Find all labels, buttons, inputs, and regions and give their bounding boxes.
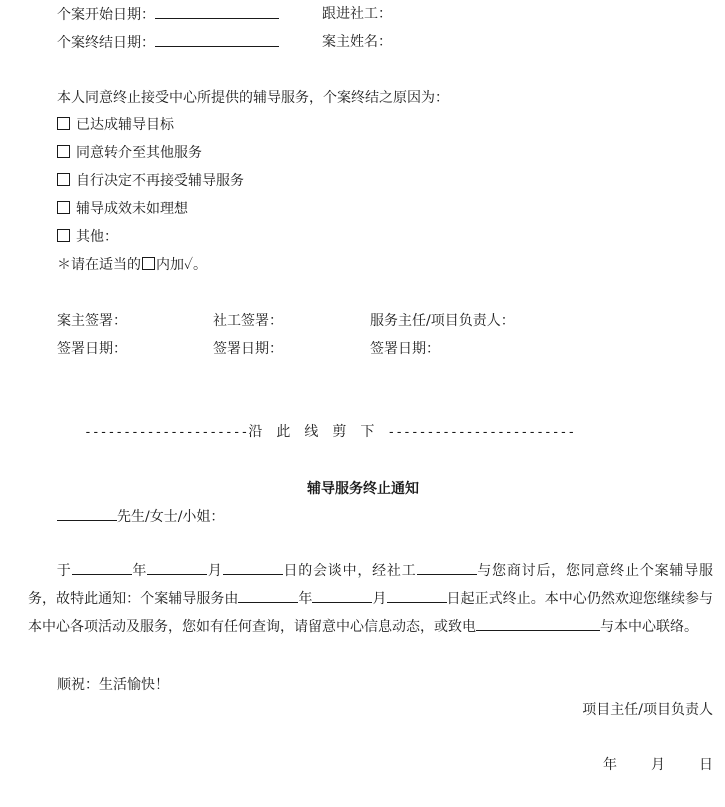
notice-body xyxy=(28,557,713,641)
option-label: 同意转介至其他服务 xyxy=(76,145,202,161)
option-label: 已达成辅导目标 xyxy=(76,117,174,133)
checkbox[interactable] xyxy=(57,173,70,186)
option-label: 其他： xyxy=(76,229,118,245)
worker-sign-label: 社工签署： xyxy=(213,313,283,329)
termination-intro: 本人同意终止接受中心所提供的辅导服务，个案终结之原因为： xyxy=(57,90,449,106)
client-sign-label: 案主签署： xyxy=(57,313,127,329)
cut-char: 下 xyxy=(360,424,375,440)
start-date-row xyxy=(57,4,279,25)
cut-char: 此 xyxy=(276,424,291,440)
end-year-field[interactable] xyxy=(238,588,298,603)
end-date-field[interactable] xyxy=(155,32,279,47)
checkbox-glyph-icon xyxy=(142,257,155,270)
client-name-label: 案主姓名： xyxy=(322,34,392,50)
checkbox[interactable] xyxy=(57,145,70,158)
cut-char: 沿 xyxy=(248,424,263,440)
date-year-label: 年 xyxy=(603,757,617,773)
start-date-label: 个案开始日期： xyxy=(57,7,155,23)
body-text: 于 xyxy=(56,563,72,579)
social-worker-label: 跟进社工： xyxy=(322,6,392,22)
body-text: 日起正式终止。本中心仍然欢迎您继续参与本中心各项活动及服务，您如有任何查询，请留意中心信息动态，或致电 xyxy=(28,591,714,635)
option-label: 自行决定不再接受辅导服务 xyxy=(76,173,244,189)
meeting-month-field[interactable] xyxy=(147,560,207,575)
option-self-decided[interactable] xyxy=(57,171,244,191)
check-note xyxy=(57,255,207,275)
phone-field[interactable] xyxy=(476,616,600,631)
body-text: 年 xyxy=(298,591,313,607)
body-text: 与本中心联络。 xyxy=(600,619,698,635)
recipient-name-field[interactable] xyxy=(57,506,117,521)
cut-line-left-dashes: --------------------- xyxy=(84,425,249,440)
cut-char: 剪 xyxy=(332,424,347,440)
note-suffix: 内加✓。 xyxy=(156,257,208,273)
end-date-row xyxy=(57,32,279,53)
option-goal-reached[interactable] xyxy=(57,115,174,135)
option-other[interactable] xyxy=(57,227,118,247)
meeting-day-field[interactable] xyxy=(223,560,283,575)
checkbox[interactable] xyxy=(57,117,70,130)
client-sign-date-label: 签署日期： xyxy=(57,341,127,357)
option-not-effective[interactable] xyxy=(57,199,188,219)
date-day-label: 日 xyxy=(699,757,713,773)
worker-sign-date-label: 签署日期： xyxy=(213,341,283,357)
note-prefix: ＊请在适当的 xyxy=(57,257,141,273)
cut-char: 线 xyxy=(304,424,319,440)
end-date-label: 个案终结日期： xyxy=(57,35,155,51)
notice-signer: 项目主任/项目负责人 xyxy=(582,702,713,718)
notice-title: 辅导服务终止通知 xyxy=(307,481,419,497)
cut-line-label xyxy=(248,424,381,440)
notice-date xyxy=(603,755,713,775)
body-text: 月 xyxy=(372,591,387,607)
checkbox[interactable] xyxy=(57,201,70,214)
closing-greeting: 顺祝：生活愉快！ xyxy=(57,677,169,693)
body-text: 与您商讨后，您同意终止个案辅导服务，故特此通知：个案辅导服务由 xyxy=(28,563,713,607)
salutation-label: 先生/女士/小姐： xyxy=(117,509,225,525)
option-label: 辅导成效未如理想 xyxy=(76,201,188,217)
body-text: 月 xyxy=(207,563,223,579)
end-day-field[interactable] xyxy=(387,588,447,603)
meeting-year-field[interactable] xyxy=(72,560,132,575)
option-referral[interactable] xyxy=(57,143,202,163)
director-sign-date-label: 签署日期： xyxy=(370,341,440,357)
body-text: 日的会谈中，经社工 xyxy=(282,563,417,579)
social-worker-field[interactable] xyxy=(417,560,477,575)
cut-line-right-dashes: ------------------------ xyxy=(387,425,576,440)
date-month-label: 月 xyxy=(651,757,665,773)
cut-line xyxy=(84,422,575,443)
director-sign-label: 服务主任/项目负责人： xyxy=(370,313,515,329)
end-month-field[interactable] xyxy=(312,588,372,603)
start-date-field[interactable] xyxy=(155,4,279,19)
body-text: 年 xyxy=(131,563,148,579)
salutation-row xyxy=(57,506,224,527)
checkbox[interactable] xyxy=(57,229,70,242)
